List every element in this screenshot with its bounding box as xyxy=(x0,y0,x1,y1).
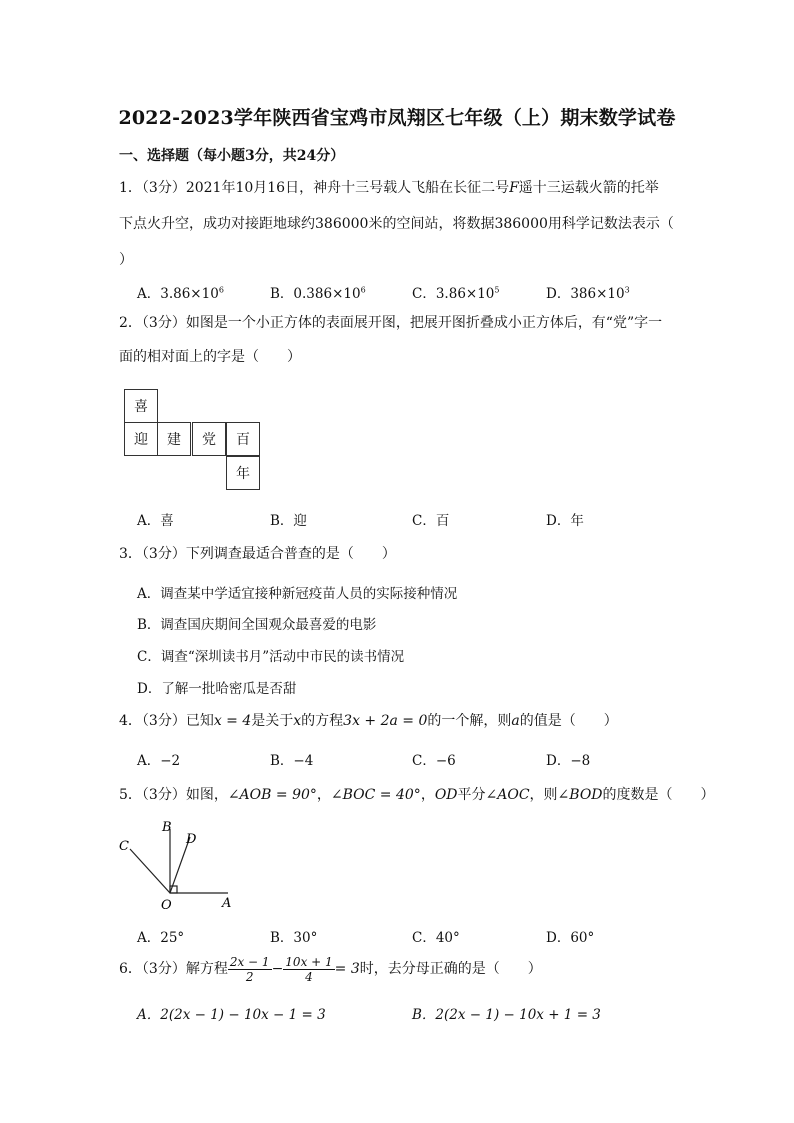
q1-option-a-label: A． xyxy=(137,286,161,302)
net-cell-5: 百 xyxy=(226,422,260,456)
q6-f2-den: 4 xyxy=(305,969,313,984)
q5-c4: ∠BOD xyxy=(557,787,603,803)
q4-a: a xyxy=(511,713,520,729)
q4-option-b[interactable]: B．−4 xyxy=(270,753,314,769)
q1-option-c-label: C． xyxy=(412,286,436,302)
q1-option-b[interactable] xyxy=(270,282,366,302)
q6-post: 时，去分母正确的是（ ） xyxy=(359,961,542,977)
q5-line1 xyxy=(119,784,715,804)
net-cell-2: 迎 xyxy=(124,422,158,456)
q6-line1 xyxy=(119,952,542,986)
q2-line2: 面的相对面上的字是（ ） xyxy=(119,349,301,365)
q6-eq: = 3 xyxy=(334,961,360,977)
q5-c1: ∠AOB = 90° xyxy=(227,787,317,803)
q1-option-c-base: 3.86×10 xyxy=(435,286,495,302)
q4-mid3: 的一个解，则 xyxy=(427,713,512,729)
q2-option-c[interactable]: C．百 xyxy=(412,513,450,529)
q5-option-d[interactable]: D．60° xyxy=(546,930,595,946)
q6-minus: − xyxy=(271,961,284,977)
q5-mid: 平分 xyxy=(457,787,486,803)
q6-option-b[interactable]: B．2(2x − 1) − 10x + 1 = 3 xyxy=(412,1007,601,1023)
q1-line2: 下点火升空，成功对接距地球约386000米的空间站，将数据386000用科学记数法表示（ xyxy=(119,216,674,232)
q6-pre: 6．（3分）解方程 xyxy=(119,961,228,977)
q6-f1-num: 2x − 1 xyxy=(229,954,270,969)
q4-option-a[interactable]: A．−2 xyxy=(137,753,181,769)
q4-eq1: x = 4 xyxy=(213,713,252,729)
q4-option-c[interactable]: C．−6 xyxy=(412,753,456,769)
q5-od: OD xyxy=(434,787,458,803)
angle-figure xyxy=(110,815,250,915)
net-cell-4: 党 xyxy=(192,422,226,456)
q1-line1 xyxy=(119,177,659,197)
label-d: D xyxy=(186,832,197,847)
q6-fraction-2 xyxy=(283,955,334,984)
q1-option-c-exp: 5 xyxy=(494,285,500,295)
q5-c2: ∠BOC = 40° xyxy=(330,787,421,803)
ray-oc xyxy=(130,849,170,893)
q3-option-c[interactable]: C．调查“深圳读书月”活动中市民的读书情况 xyxy=(137,649,405,665)
label-b: B xyxy=(162,820,172,835)
q3-option-b[interactable]: B．调查国庆期间全国观众最喜爱的电影 xyxy=(137,617,377,633)
q1-option-b-label: B． xyxy=(270,286,294,302)
q1-option-b-base: 0.386×10 xyxy=(293,286,361,302)
label-o: O xyxy=(161,898,172,913)
q5-option-b[interactable]: B．30° xyxy=(270,930,318,946)
q1-option-a-base: 3.86×10 xyxy=(160,286,219,302)
q1-option-a-exp: 6 xyxy=(218,285,224,295)
q5-pre: 5．（3分）如图， xyxy=(119,787,228,803)
label-a: A xyxy=(222,896,232,911)
page-title: 2022-2023学年陕西省宝鸡市凤翔区七年级（上）期末数学试卷 xyxy=(118,107,676,129)
q4-option-d[interactable]: D．−8 xyxy=(546,753,591,769)
q6-f1-den: 2 xyxy=(245,969,254,984)
section-heading: 一、选择题（每小题3分，共24分） xyxy=(119,148,345,164)
q2-option-b[interactable]: B．迎 xyxy=(270,513,307,529)
q1-option-c[interactable] xyxy=(412,282,500,302)
q1-var: F xyxy=(509,180,519,196)
q4-x: x xyxy=(293,713,302,729)
net-cell-3: 建 xyxy=(157,422,191,456)
q4-post: 的值是（ ） xyxy=(519,713,618,729)
net-cell-6: 年 xyxy=(226,456,260,490)
q1-line1-text: 1．（3分）2021年10月16日，神舟十三号载人飞船在长征二号 xyxy=(119,180,510,196)
q4-line1 xyxy=(119,710,618,730)
q2-option-d[interactable]: D．年 xyxy=(546,513,584,529)
q2-option-a[interactable]: A．喜 xyxy=(137,513,174,529)
q5-c3: ∠AOC xyxy=(485,787,530,803)
q6-f2-num: 10x + 1 xyxy=(285,954,333,969)
q6-option-a[interactable]: A．2(2x − 1) − 10x − 1 = 3 xyxy=(137,1007,326,1023)
q1-option-a[interactable] xyxy=(137,282,224,302)
q1-option-d-label: D． xyxy=(546,286,571,302)
q4-pre: 4．（3分）已知 xyxy=(119,713,214,729)
q2-line1: 2．（3分）如图是一个小正方体的表面展开图，把展开图折叠成小正方体后，有“党”字一 xyxy=(119,315,663,331)
q1-option-d[interactable] xyxy=(546,282,630,302)
q1-line3: ） xyxy=(119,252,133,268)
q5-option-c[interactable]: C．40° xyxy=(412,930,460,946)
q5-mid2: ，则 xyxy=(529,787,558,803)
q3-option-a[interactable]: A．调查某中学适宜接种新冠疫苗人员的实际接种情况 xyxy=(137,586,458,602)
q5-post: 的度数是（ ） xyxy=(602,787,715,803)
q5-sep2: ， xyxy=(420,787,435,803)
q6-fraction-1 xyxy=(228,955,272,984)
q4-mid: 是关于 xyxy=(251,713,294,729)
net-cell-1: 喜 xyxy=(124,389,158,423)
q3-option-d[interactable]: D．了解一批哈密瓜是否甜 xyxy=(137,681,297,697)
q5-option-a[interactable]: A．25° xyxy=(137,930,185,946)
q1-option-b-exp: 6 xyxy=(360,285,366,295)
q4-eq2: 3x + 2a = 0 xyxy=(343,713,428,729)
q4-mid2: 的方程 xyxy=(301,713,344,729)
q1-line1b-text: 遥十三运载火箭的托举 xyxy=(518,180,659,196)
q1-option-d-exp: 3 xyxy=(624,285,630,295)
q3-line1: 3．（3分）下列调查最适合普查的是（ ） xyxy=(119,546,396,562)
q5-sep: ， xyxy=(316,787,331,803)
q1-option-d-base: 386×10 xyxy=(570,286,625,302)
label-c: C xyxy=(119,839,129,854)
